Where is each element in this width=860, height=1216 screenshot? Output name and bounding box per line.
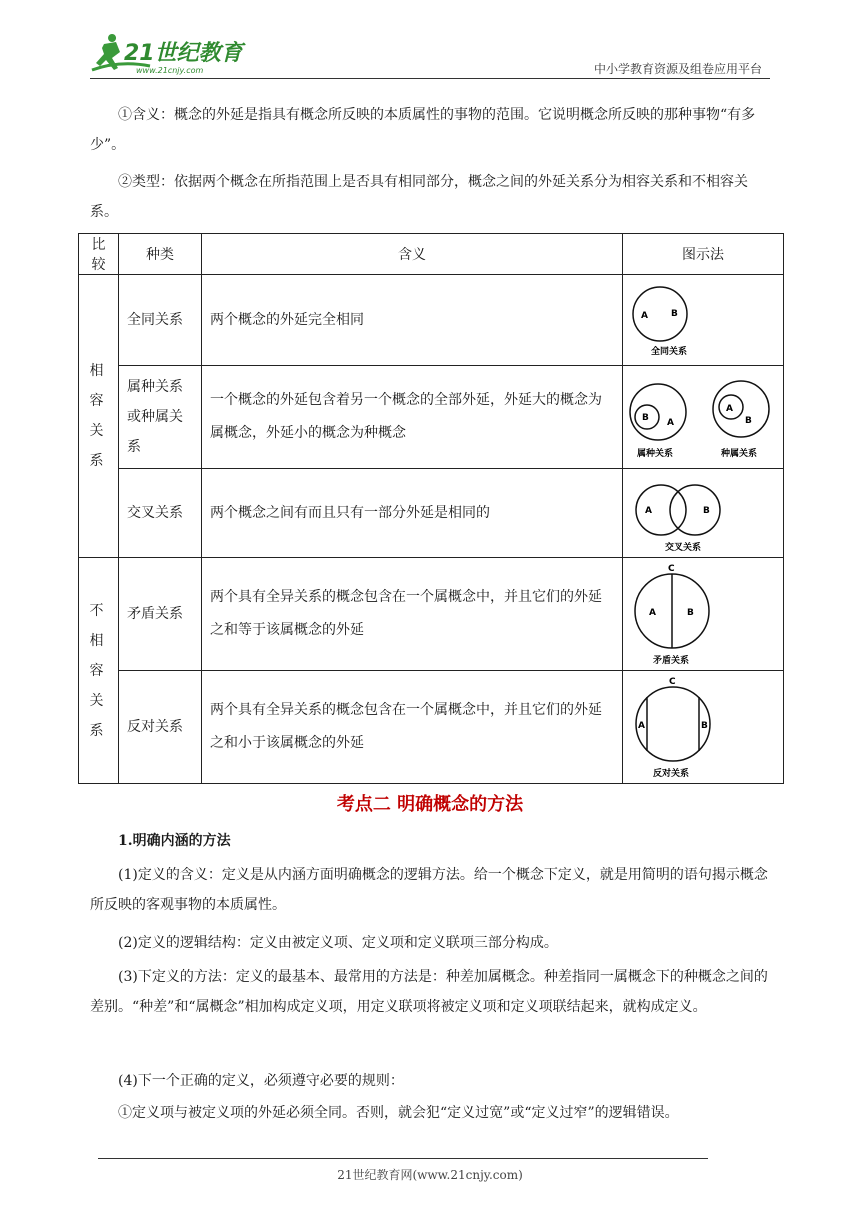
paragraph-definition-rules: (4)下一个正确的定义，必须遵守必要的规则： (118, 1073, 404, 1089)
kind-cell: 交叉关系 (119, 469, 202, 558)
genus-species-diagram (623, 367, 783, 468)
header-diagram: 图示法 (623, 234, 784, 275)
table-header-row (79, 234, 784, 275)
svg-text:A: A (667, 417, 674, 428)
svg-text:B: B (642, 412, 649, 423)
svg-text:B: B (703, 505, 710, 516)
svg-text:种属关系: 种属关系 (721, 448, 758, 459)
header-meaning: 含义 (202, 234, 623, 275)
kind-cell: 属种关系或种属关系 (119, 366, 202, 469)
svg-text:C: C (669, 676, 676, 687)
diagram-cell (623, 671, 784, 784)
paragraph-definition-structure: (2)定义的逻辑结构：定义由被定义项、定义项和定义联项三部分构成。 (118, 935, 558, 951)
contradictory-relation-diagram (623, 559, 783, 670)
table-row (79, 671, 784, 784)
svg-text:全同关系: 全同关系 (651, 346, 688, 357)
meaning-cell: 一个概念的外延包含着另一个概念的全部外延，外延大的概念为属概念，外延小的概念为种概念 (202, 366, 623, 469)
kind-cell: 反对关系 (119, 671, 202, 784)
kind-cell: 矛盾关系 (119, 558, 202, 671)
subsection-heading: 1.明确内涵的方法 (118, 833, 231, 849)
meaning-cell: 两个概念的外延完全相同 (202, 275, 623, 366)
svg-text:B: B (745, 415, 752, 426)
svg-text:A: A (641, 310, 648, 321)
svg-text:A: A (649, 607, 656, 618)
meaning-cell: 两个概念之间有而且只有一部分外延是相同的 (202, 469, 623, 558)
paragraph-types: ②类型：依据两个概念在所指范围上是否具有相同部分，概念之间的外延关系分为相容关系和不相容关系。 (90, 174, 748, 220)
table-row (79, 366, 784, 469)
diagram-cell (623, 366, 784, 469)
identity-relation-diagram (623, 276, 783, 365)
svg-text:21世纪教育: 21世纪教育 (124, 41, 243, 66)
contrary-relation-diagram (623, 672, 783, 783)
svg-text:www.21cnjy.com: www.21cnjy.com (136, 66, 204, 75)
paragraph-rule-one: ①定义项与被定义项的外延必须全同。否则，就会犯“定义过宽”或“定义过窄”的逻辑错误。 (118, 1105, 679, 1121)
diagram-cell (623, 558, 784, 671)
diagram-cell (623, 275, 784, 366)
section-title: 考点二 明确概念的方法 (336, 794, 524, 815)
svg-text:交叉关系: 交叉关系 (665, 542, 702, 553)
logo-21cnjy (90, 30, 260, 76)
diagram-cell (623, 469, 784, 558)
paragraph-definition-method: (3)下定义的方法：定义的最基本、最常用的方法是：种差加属概念。种差指同一属概念下的种概念之间的差别。“种差”和“属概念”相加构成定义项，用定义联项将被定义项和定义项联结起来，就构成定义。 (90, 969, 768, 1015)
header-divider (90, 78, 770, 79)
kind-cell: 全同关系 (119, 275, 202, 366)
svg-text:B: B (671, 308, 678, 319)
table-row (79, 469, 784, 558)
platform-name: 中小学教育资源及组卷应用平台 (593, 62, 762, 76)
svg-text:B: B (701, 720, 708, 731)
svg-text:A: A (645, 505, 652, 516)
footer-site: 21世纪教育网(www.21cnjy.com) (337, 1168, 523, 1182)
table-row (79, 558, 784, 671)
footer-divider (98, 1158, 708, 1159)
header-compare: 比较 (79, 234, 119, 275)
svg-text:C: C (668, 563, 675, 574)
svg-text:反对关系: 反对关系 (653, 768, 690, 779)
meaning-cell: 两个具有全异关系的概念包含在一个属概念中，并且它们的外延之和等于该属概念的外延 (202, 558, 623, 671)
header-kind: 种类 (119, 234, 202, 275)
svg-text:A: A (726, 403, 733, 414)
table-row (79, 275, 784, 366)
paragraph-definition-meaning: (1)定义的含义：定义是从内涵方面明确概念的逻辑方法。给一个概念下定义，就是用简明的语句揭示概念所反映的客观事物的本质属性。 (90, 867, 768, 913)
extension-relation-table (78, 233, 784, 784)
svg-text:B: B (687, 607, 694, 618)
page-header (90, 30, 770, 78)
intersection-relation-diagram (623, 470, 783, 557)
category-incompatible: 不相容关系 (79, 558, 119, 784)
svg-text:属种关系: 属种关系 (637, 448, 674, 459)
svg-text:A: A (638, 720, 645, 731)
svg-text:矛盾关系: 矛盾关系 (653, 655, 690, 666)
paragraph-meaning: ①含义：概念的外延是指具有概念所反映的本质属性的事物的范围。它说明概念所反映的那种事物“有多少”。 (90, 107, 756, 153)
category-compatible: 相容关系 (79, 275, 119, 558)
meaning-cell: 两个具有全异关系的概念包含在一个属概念中，并且它们的外延之和小于该属概念的外延 (202, 671, 623, 784)
